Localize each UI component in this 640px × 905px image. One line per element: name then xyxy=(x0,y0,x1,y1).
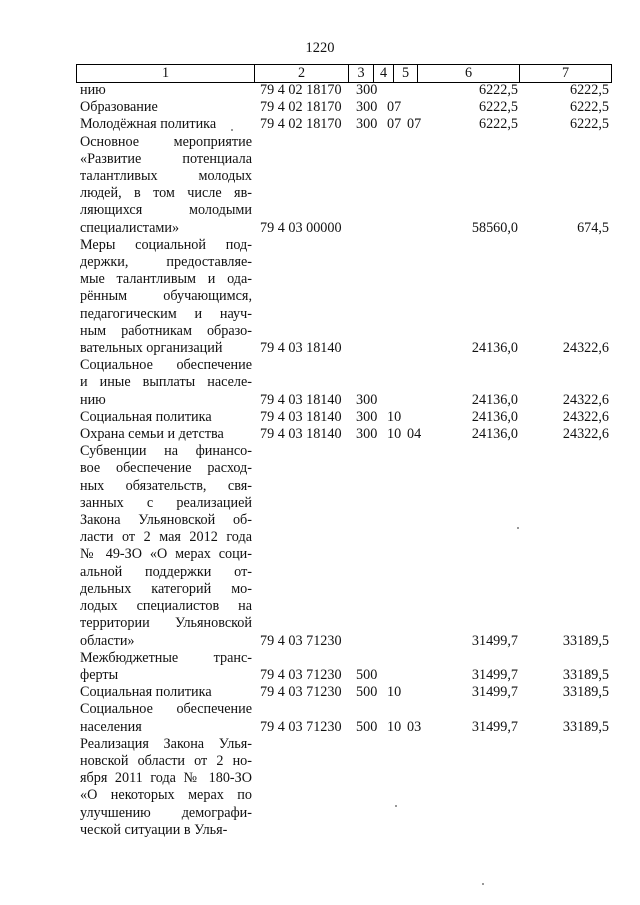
row-name-line: территории Ульяновской xyxy=(80,615,252,632)
header-col-1: 1 xyxy=(77,65,255,82)
amount-col-6: 31499,7 xyxy=(471,666,518,683)
target-article-code: 79 4 03 71230 xyxy=(260,684,342,701)
row-name-line: занных с реализацией xyxy=(80,494,252,511)
row-name-line: Социальное обеспечение xyxy=(80,701,252,718)
amount-col-6: 6222,5 xyxy=(478,116,518,133)
amount-col-6: 58560,0 xyxy=(471,219,518,236)
subsection-code: 03 xyxy=(407,718,422,735)
row-name-line: Закона Ульяновской об- xyxy=(80,512,252,529)
row-name-line: талантливых молодых xyxy=(80,168,252,185)
target-article-code: 79 4 02 18170 xyxy=(260,82,342,98)
row-name-line: Социальное обеспечение xyxy=(80,357,252,374)
row-name xyxy=(80,736,252,839)
amount-col-6: 6222,5 xyxy=(478,99,518,116)
table-row xyxy=(0,357,640,409)
target-article-code: 79 4 03 18140 xyxy=(260,340,342,357)
header-col-6: 6 xyxy=(418,65,520,82)
row-name-line: людей, в том числе яв- xyxy=(80,185,252,202)
expense-type-code: 500 xyxy=(356,718,378,735)
scan-speck xyxy=(395,805,397,807)
row-name-line: Социальная политика xyxy=(80,408,212,425)
amount-col-7: 24322,6 xyxy=(562,408,609,425)
scan-speck xyxy=(482,883,484,885)
row-name xyxy=(80,426,252,443)
header-col-3: 3 xyxy=(349,65,374,82)
header-col-7: 7 xyxy=(561,65,570,81)
target-article-code: 79 4 03 00000 xyxy=(260,219,342,236)
row-name-line: «О некоторых мерах по xyxy=(80,787,252,804)
expense-type-code: 300 xyxy=(356,99,378,116)
table-row xyxy=(0,426,640,443)
target-article-code: 79 4 03 71230 xyxy=(260,718,342,735)
expense-type-code: 300 xyxy=(356,426,378,443)
row-name xyxy=(80,357,252,409)
row-name-line: нию xyxy=(80,391,106,408)
table-row xyxy=(0,116,640,133)
header-col-2: 2 xyxy=(255,65,349,82)
section-code: 10 xyxy=(387,684,402,701)
amount-col-7: 674,5 xyxy=(577,219,609,236)
amount-col-6: 24136,0 xyxy=(471,391,518,408)
row-name-line: вое обеспечение расход- xyxy=(80,460,252,477)
amount-col-7: 33189,5 xyxy=(562,666,609,683)
table-row xyxy=(0,443,640,649)
row-name-line: педагогическим и науч- xyxy=(80,305,252,322)
row-name-line: мые талантливым и ода- xyxy=(80,271,252,288)
row-name-line: Реализация Закона Улья- xyxy=(80,735,252,752)
table-row xyxy=(0,736,640,839)
amount-col-7: 24322,6 xyxy=(562,340,609,357)
expense-type-code: 500 xyxy=(356,684,378,701)
row-name-line: лодых специалистов на xyxy=(80,598,252,615)
row-name-line: Меры социальной под- xyxy=(80,236,252,253)
row-name-line: улучшению демографи- xyxy=(80,804,252,821)
table-row xyxy=(0,99,640,116)
amount-col-7: 24322,6 xyxy=(562,426,609,443)
row-name-line: Основное мероприятие xyxy=(80,133,252,150)
table-row xyxy=(0,237,640,357)
row-name-line: рённым обучающимся, xyxy=(80,288,252,305)
expense-type-code: 500 xyxy=(356,666,378,683)
table-header xyxy=(76,64,612,83)
section-code: 07 xyxy=(387,116,402,133)
row-name-line: держки, предоставляе- xyxy=(80,254,252,271)
row-name-line: ляющихся молодыми xyxy=(80,202,252,219)
row-name-line: «Развитие потенциала xyxy=(80,150,252,167)
target-article-code: 79 4 03 71230 xyxy=(260,632,342,649)
amount-col-6: 24136,0 xyxy=(471,408,518,425)
row-name-line: нию xyxy=(80,82,106,98)
row-name-line: специалистами» xyxy=(80,219,180,236)
amount-col-6: 31499,7 xyxy=(471,632,518,649)
row-name-line: населения xyxy=(80,718,142,735)
amount-col-7: 6222,5 xyxy=(569,82,609,98)
subsection-code: 04 xyxy=(407,426,422,443)
amount-col-6: 6222,5 xyxy=(478,82,518,98)
expense-type-code: 300 xyxy=(356,82,378,98)
amount-col-6: 31499,7 xyxy=(471,684,518,701)
row-name-line: ным работникам образо- xyxy=(80,322,252,339)
subsection-code: 07 xyxy=(407,116,422,133)
amount-col-7: 24322,6 xyxy=(562,391,609,408)
scan-speck xyxy=(517,527,519,529)
scan-speck xyxy=(231,129,233,131)
target-article-code: 79 4 02 18170 xyxy=(260,116,342,133)
section-code: 10 xyxy=(387,426,402,443)
target-article-code: 79 4 02 18170 xyxy=(260,99,342,116)
row-name-line: Межбюджетные транс- xyxy=(80,649,252,666)
amount-col-7: 6222,5 xyxy=(569,99,609,116)
row-name xyxy=(80,650,252,684)
row-name xyxy=(80,116,252,133)
row-name xyxy=(80,409,252,426)
section-code: 10 xyxy=(387,718,402,735)
section-code: 10 xyxy=(387,408,402,425)
table-row xyxy=(0,409,640,426)
row-name-line: ческой ситуации в Улья- xyxy=(80,821,228,838)
amount-col-7: 33189,5 xyxy=(562,632,609,649)
row-name-line: области» xyxy=(80,632,135,649)
table-row xyxy=(0,82,640,99)
row-name-line: дельных категорий мо- xyxy=(80,580,252,597)
row-name-line: Молодёжная политика xyxy=(80,116,217,133)
header-col-4: 4 xyxy=(374,65,394,82)
table-row xyxy=(0,701,640,735)
expense-type-code: 300 xyxy=(356,408,378,425)
expense-type-code: 300 xyxy=(356,116,378,133)
amount-col-6: 24136,0 xyxy=(471,340,518,357)
amount-col-7: 33189,5 xyxy=(562,684,609,701)
row-name xyxy=(80,237,252,357)
header-col-5: 5 xyxy=(394,65,418,82)
table-body xyxy=(0,82,640,839)
table-row xyxy=(0,134,640,237)
row-name xyxy=(80,99,252,116)
row-name-line: ных обязательств, свя- xyxy=(80,477,252,494)
row-name-line: № 49-ЗО «О мерах соци- xyxy=(80,546,252,563)
target-article-code: 79 4 03 71230 xyxy=(260,666,342,683)
target-article-code: 79 4 03 18140 xyxy=(260,408,342,425)
row-name-line: ласти от 2 мая 2012 года xyxy=(80,529,252,546)
row-name-line: альной поддержки от- xyxy=(80,563,252,580)
row-name-line: и иные выплаты населе- xyxy=(80,374,252,391)
row-name xyxy=(80,701,252,735)
page-number: 1220 xyxy=(305,40,335,56)
expense-type-code: 300 xyxy=(356,391,378,408)
table-row xyxy=(0,684,640,701)
row-name-line: ферты xyxy=(80,666,119,683)
row-name-line: вательных организаций xyxy=(80,340,223,357)
target-article-code: 79 4 03 18140 xyxy=(260,391,342,408)
target-article-code: 79 4 03 18140 xyxy=(260,426,342,443)
amount-col-7: 33189,5 xyxy=(562,718,609,735)
amount-col-6: 24136,0 xyxy=(471,426,518,443)
row-name xyxy=(80,684,252,701)
row-name-line: новской области от 2 но- xyxy=(80,752,252,769)
row-name xyxy=(80,82,252,99)
table-row xyxy=(0,650,640,684)
row-name xyxy=(80,134,252,237)
row-name-line: Образование xyxy=(80,99,158,116)
amount-col-6: 31499,7 xyxy=(471,718,518,735)
section-code: 07 xyxy=(387,99,402,116)
row-name-line: ября 2011 года № 180-ЗО xyxy=(80,770,252,787)
row-name-line: Субвенции на финансо- xyxy=(80,443,252,460)
row-name-line: Социальная политика xyxy=(80,684,212,701)
row-name-line: Охрана семьи и детства xyxy=(80,426,224,443)
row-name xyxy=(80,443,252,649)
amount-col-7: 6222,5 xyxy=(569,116,609,133)
